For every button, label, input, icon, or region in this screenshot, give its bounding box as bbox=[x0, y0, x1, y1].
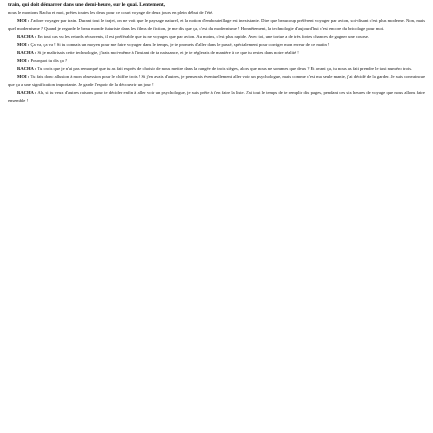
speaker-name: RACHA : bbox=[17, 50, 37, 56]
dialogue-text: J'adore voyager par train. Durant tout le trajet, on ne voit que le paysage naturel, et la notion d'embouteillage est inexistante. Dire que beaucoup préfèrent voyager par avion, soi-disant c'est plus moderne. Non, mais quel modernisme ? Quand je regarde le beau monde futuriste dans les films de fiction, je me dis que ça, c'est du modernisme ! Honnêtement, la technologie d'aujourd'hui c'est encore du bricolage pour moi. bbox=[8, 18, 425, 32]
dialogue-line bbox=[8, 41, 425, 49]
speaker-name: MOI : bbox=[17, 18, 30, 24]
dialogue-text: Si je maîtrisais cette technologie, j'irais moi-même à l'instant de ta naissance, et je te réglerais de manière à ce que tu restes dans notre réalité ! bbox=[37, 50, 299, 56]
dialogue-line bbox=[8, 17, 425, 33]
speaker-name: MOI : bbox=[17, 74, 30, 80]
dialogue-line bbox=[8, 73, 425, 89]
dialogue-line bbox=[8, 33, 425, 41]
dialogue-text: En tout cas vu les retards récurrents, il est préférable que tu ne voyages que par avion. Au moins, c'est plus rapide. Avec toi, une tortue a de très fortes chances de gagner une course. bbox=[37, 34, 370, 40]
paragraph bbox=[8, 9, 425, 17]
speaker-name: RACHA : bbox=[17, 34, 37, 40]
first-line-text: train, qui doit démarrer dans une demi-heure, sur le quai. Lentement, bbox=[8, 2, 165, 8]
dialogue-text: Ça va, ça va ! Si tu connais un moyen pour me faire voyager dans le temps, je te promets d'aller dans le passé, spécialement pour corriger mon erreur de ce matin ! bbox=[30, 42, 330, 48]
dialogue-text: Tu crois que je n'ai pas remarqué que tu as fait exprès de choisir de nous mettre dans la rangée de trois sièges, alors que nous ne sommes que deux ? Et avant ça, tu nous as fait prendre le taxi numéro trois. bbox=[37, 66, 413, 72]
speaker-name: MOI : bbox=[17, 58, 30, 64]
dialogue-text: Pourquoi tu dis ça ? bbox=[30, 58, 68, 64]
dialogue-line bbox=[8, 57, 425, 65]
speaker-name: RACHA : bbox=[17, 66, 37, 72]
speaker-name: RACHA : bbox=[17, 90, 37, 96]
paragraph-text: nous le montons Racha et moi, prêtes toutes les deux pour ce court voyage de deux jours en plein début de l'été. bbox=[8, 10, 214, 16]
dialogue-line bbox=[8, 89, 425, 105]
speaker-name: MOI : bbox=[17, 42, 30, 48]
dialogue-text: Ah, si tu veux d'autres raisons pour te décider enfin à aller voir un psychologue, je suis prête à t'en faire la liste. J'ai tout le temps de te remplir dix pages, pendant ces six heures de voyage que nous allons faire ensemble ! bbox=[8, 90, 425, 104]
text-body bbox=[8, 1, 425, 105]
dialogue-text: Tu fais donc allusion à mon obsession pour le chiffre trois ! Si j'en avais d'autres, je penserais éventuellement aller voir un psychologue, mais comme c'est ma seule manie, j'ai décidé de la garder. Je suis convaincue que ça a une signification importante. Je garde l'espoir de la découvrir un jour ! bbox=[8, 74, 425, 88]
first-line bbox=[8, 1, 425, 9]
dialogue-line bbox=[8, 65, 425, 73]
dialogue-line bbox=[8, 49, 425, 57]
